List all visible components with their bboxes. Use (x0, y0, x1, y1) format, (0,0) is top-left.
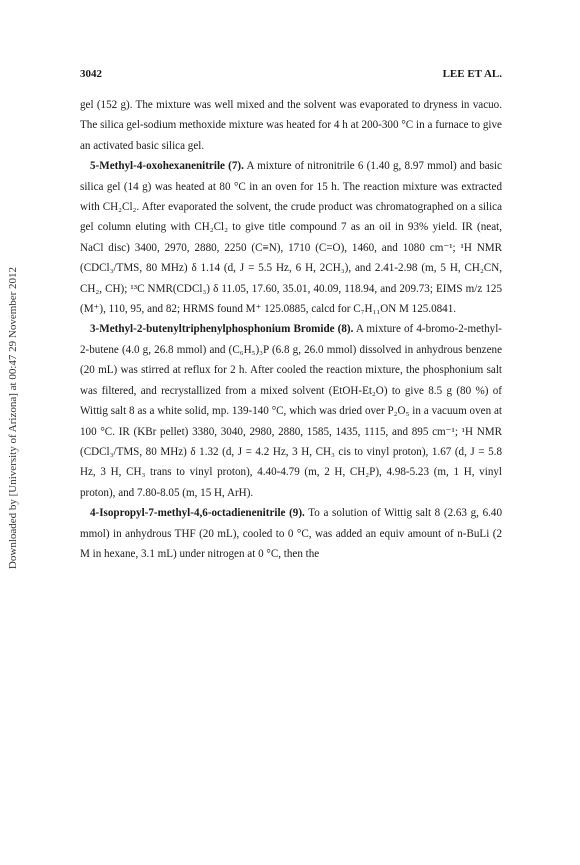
section-heading: 5-Methyl-4-oxohexanenitrile (7). (90, 160, 244, 173)
paragraph-compound-7 (80, 156, 502, 319)
paragraph-compound-9 (80, 503, 502, 564)
section-heading: 3-Methyl-2-butenyltriphenylphosphonium Bromide (8). (90, 323, 354, 336)
download-watermark (4, 208, 22, 628)
article-body (80, 95, 502, 564)
paragraph-text: A mixture of 4-bromo-2-methyl-2-butene (4.0 g, 26.8 mmol) and (C₆H₅)₃P (6.8 g, 26.0 mmol) dissolved in anhydrous benzene (20 mL) was stirred at reflux for 2 h. After cooled the reaction mixture, the phosphonium salt was filtered, and recrystallized from a mixed solvent (EtOH-Et₂O) to give 8.5 g (80 %) of Wittig salt 8 as a white solid, mp. 139-140 °C, which was dried over P₂O₅ in a vacuum oven at 100 °C. IR (KBr pellet) 3380, 3040, 2980, 2880, 1585, 1435, 1115, and 895 cm⁻¹; ¹H NMR (CDCl₃/TMS, 80 MHz) δ 1.32 (d, J = 4.2 Hz, 3 H, CH₃ cis to vinyl proton), 1.67 (d, J = 5.8 Hz, 3 H, CH₃ trans to vinyl proton), 4.40-4.79 (m, 2 H, CH₂P), 4.98-5.23 (m, 1 H, vinyl proton), and 7.80-8.05 (m, 15 H, ArH). (80, 323, 502, 499)
page-number: 3042 (80, 68, 102, 80)
paragraph-compound-8 (80, 319, 502, 503)
page-header (80, 68, 502, 84)
paragraph-text: A mixture of nitronitrile 6 (1.40 g, 8.97 mmol) and basic silica gel (14 g) was heated at 80 °C in an oven for 15 h. The reaction mixture was extracted with CH₂Cl₂. After evaporated the solvent, the crude product was chromatographed on a silica gel column eluting with CH₂Cl₂ to give title compound 7 as an oil in 93% yield. IR (neat, NaCl disc) 3400, 2970, 2880, 2250 (C≡N), 1710 (C=O), 1460, and 1080 cm⁻¹; ¹H NMR (CDCl₃/TMS, 80 MHz) δ 1.14 (d, J = 5.5 Hz, 6 H, 2CH₃), and 2.41-2.98 (m, 5 H, CH₂CN, CH₂, CH); ¹³C NMR(CDCl₃) δ 11.05, 17.60, 35.01, 40.09, 118.94, and 209.73; EIMS m/z 125 (M⁺), 110, 95, and 82; HRMS found M⁺ 125.0885, calcd for C₇H₁₁ON M 125.0841. (80, 160, 502, 316)
section-heading: 4-Isopropyl-7-methyl-4,6-octadienenitrile (9). (90, 507, 305, 520)
paragraph-silica-gel (80, 95, 502, 156)
download-notice: Downloaded by [University of Arizona] at 00:47 29 November 2012 (7, 266, 19, 570)
paragraph-text: gel (152 g). The mixture was well mixed and the solvent was evaporated to dryness in vacuo. The silica gel-sodium methoxide mixture was heated for 4 h at 200-300 °C in a furnace to give an activated basic silica gel. (80, 99, 502, 152)
paragraph-text: To a solution of Wittig salt 8 (2.63 g, 6.40 mmol) in anhydrous THF (20 mL), cooled to 0 °C, was added an equiv amount of n-BuLi (2 M in hexane, 3.1 mL) under nitrogen at 0 °C, then the (80, 507, 502, 560)
running-head: LEE ET AL. (442, 68, 502, 80)
